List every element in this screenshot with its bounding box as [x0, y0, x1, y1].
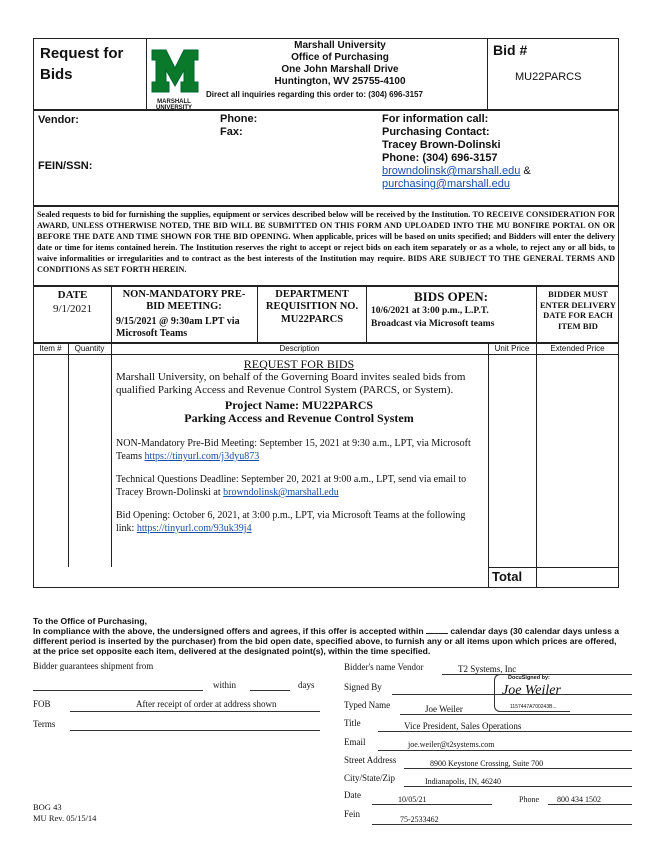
questions-text: Technical Questions Deadline: September 20, 2021 at 9:00 a.m., LPT, send via email to Tracey Brown-Dolinski at — [116, 474, 467, 498]
info-div-2 — [257, 286, 258, 343]
bidder-must-note: BIDDER MUST ENTER DELIVERY DATE FOR EACH ITEM BID — [540, 289, 616, 331]
email-field[interactable] — [378, 750, 632, 751]
col-div-2 — [111, 343, 112, 567]
project-sub: Parking Access and Revenue Control System — [184, 411, 414, 425]
col-div-1 — [68, 343, 69, 567]
phone-form-field[interactable] — [548, 804, 632, 805]
info-div-1 — [111, 286, 112, 343]
typed-name-field[interactable] — [400, 714, 632, 715]
contact-phone: Phone: (304) 696-3157 — [382, 152, 498, 164]
form-number: BOG 43 — [33, 802, 62, 812]
vendor-name-value: T2 Systems, Inc — [458, 664, 517, 674]
dept-value: MU22PARCS — [280, 314, 344, 325]
email-line-1 — [382, 165, 612, 178]
compliance-block — [33, 616, 623, 656]
email-ampersand: & — [523, 165, 531, 177]
bids-open-value: 10/6/2021 at 3:00 p.m., L.P.T. Broadcast via Microsoft teams — [371, 306, 495, 329]
col-description: Description — [279, 344, 320, 353]
title-value: Vice President, Sales Operations — [404, 721, 522, 731]
to-office: To the Office of Purchasing, — [33, 616, 147, 626]
sealed-notice: Sealed requests to bid for furnishing the supplies, equipment or services described below will be received by the Institution. TO RECEIVE CONSIDERATION FOR AWARD, UNLESS OTHERWISE NOTED, THE BID WILL BE SUBMITTED ON THIS FORM AND UPLOADED INTO THE MU BONFIRE PORTAL ON OR BEFORE THE DATE AND TIME SHOWN FOR THE BID OPENING. When applicable, prices will be based on units specified; and Bidders will enter the delivery date or time for items contained herein. The Institution reserves the right to accept or reject bids on each item separately or as a whole, to reject any or all bids, to waive informalities or irregularities and to contract as the best interests of the Institution may require. BIDS ARE SUBJECT TO THE GENERAL TERMS AND CONDITIONS AS SET FORTH HEREIN. — [37, 210, 615, 274]
opening-text: Bid Opening: October 6, 2021, at 3:00 p.m., LPT, via Microsoft Teams at the following link: — [116, 510, 466, 534]
col-unit-price: Unit Price — [494, 344, 530, 353]
city-field[interactable] — [404, 786, 632, 787]
fein-form-value: 75-2533462 — [400, 815, 439, 824]
days-label: days — [298, 680, 315, 690]
email-value: joe.weiler@t2systems.com — [408, 740, 495, 749]
prebid-meeting-para — [116, 437, 482, 463]
marshall-logo — [150, 48, 200, 111]
fax-label: Fax: — [220, 126, 243, 138]
purchasing-email-link[interactable]: purchasing@marshall.edu — [382, 178, 510, 190]
city-value: Indianapolis, IN, 46240 — [425, 777, 501, 786]
terms-field[interactable] — [70, 730, 320, 731]
fein-form-field[interactable] — [372, 824, 632, 825]
meeting-label: NON-MANDATORY PRE-BID MEETING: — [122, 289, 246, 312]
phone-form-label: Phone — [519, 795, 539, 804]
signed-by-label: Signed By — [344, 682, 382, 692]
questions-para — [116, 473, 482, 499]
date-form-field[interactable] — [372, 804, 492, 805]
col-extended-price: Extended Price — [550, 344, 605, 353]
phone-form-value: 800 434 1502 — [557, 795, 601, 804]
rfb-heading: REQUEST FOR BIDS — [243, 357, 355, 371]
contact-name: Tracey Brown-Dolinski — [382, 139, 501, 151]
bid-opening-para — [116, 509, 482, 535]
purchasing-contact-block — [382, 113, 612, 191]
within-label: within — [213, 680, 237, 690]
vendor-name-label: Bidder's name Vendor — [344, 662, 424, 672]
dept-label: DEPARTMENT REQUISITION NO. — [265, 289, 359, 312]
contact-email-link[interactable]: browndolinsk@marshall.edu — [382, 165, 521, 177]
days-blank[interactable] — [426, 633, 448, 634]
opening-link[interactable]: https://tinyurl.com/93uk39j4 — [136, 523, 252, 534]
compliance-text-a: In compliance with the above, the undersigned offers and agrees, if this offer is accepted within — [33, 626, 424, 636]
header-divider-right — [487, 38, 488, 110]
logo-caption: MARSHALL UNIVERSITY — [155, 99, 192, 111]
doc-title: Request for Bids — [40, 45, 124, 83]
total-label: Total — [492, 569, 523, 584]
m-logo-icon — [150, 48, 200, 94]
col-item: Item # — [39, 344, 62, 353]
date-value: 9/1/2021 — [52, 303, 93, 315]
prebid-text: NON-Mandatory Pre-Bid Meeting: September 15, 2021 at 9:30 a.m., LPT, via Microsoft Teams — [116, 438, 471, 462]
bids-open-label: BIDS OPEN: — [413, 289, 489, 304]
fob-label: FOB — [33, 699, 51, 709]
title-label: Title — [344, 718, 361, 728]
project-name: Project Name: MU22PARCS — [224, 398, 374, 412]
within-days-field[interactable] — [250, 690, 290, 691]
guarantee-label: Bidder guarantees shipment from — [33, 661, 154, 671]
fein-label: FEIN/SSN: — [38, 160, 93, 172]
signature-id: 1157447A700243B... — [510, 704, 557, 710]
compliance-text — [33, 626, 623, 656]
org-line-3: One John Marshall Drive — [281, 64, 399, 75]
terms-label: Terms — [33, 719, 56, 729]
street-value: 8900 Keystone Crossing, Suite 700 — [430, 759, 544, 768]
inquiries-line: Direct all inquiries regarding this order to: (304) 696-3157 — [206, 90, 423, 99]
col-div-3 — [488, 343, 489, 588]
signature: Joe Weiler — [502, 683, 561, 698]
typed-name-label: Typed Name — [344, 700, 391, 710]
intro-text: Marshall University, on behalf of the Governing Board invites sealed bids from qualified Parking Access and Revenue Control System (PARCS, or System). — [116, 371, 466, 396]
vendor-label: Vendor: — [38, 114, 79, 126]
street-field[interactable] — [404, 768, 632, 769]
guarantee-from-field[interactable] — [33, 690, 203, 691]
form-revision: MU Rev. 05/15/14 — [33, 813, 97, 823]
prebid-link[interactable]: https://tinyurl.com/j3dyu873 — [144, 451, 260, 462]
date-form-label: Date — [344, 790, 361, 800]
fein-form-label: Fein — [344, 809, 361, 819]
phone-label: Phone: — [220, 113, 258, 125]
org-line-4: Huntington, WV 25755-4100 — [274, 76, 406, 87]
col-div-4 — [536, 343, 537, 588]
info-call: For information call: — [382, 113, 489, 125]
header-divider-left — [146, 38, 147, 110]
questions-email-link[interactable]: browndolinsk@marshall.edu — [223, 487, 339, 498]
description-body — [116, 358, 482, 535]
compliance-text-b: calendar days (30 calendar days unless a different period is inserted by the purchaser) from the bid open date, specified above, to furnish any or all items upon which prices are offered, at the price set opposite each item, delivered at the designated point(s), within the time specified. — [33, 626, 620, 656]
typed-name-value: Joe Weiler — [425, 704, 463, 714]
date-form-value: 10/05/21 — [398, 795, 427, 804]
city-label: City/State/Zip — [344, 773, 395, 783]
street-label: Street Address — [344, 755, 397, 765]
email-label: Email — [344, 737, 366, 747]
meeting-value: 9/15/2021 @ 9:30am LPT via Microsoft Teams — [116, 316, 240, 339]
docusigned-label: DocuSigned by: — [508, 675, 550, 681]
col-quantity: Quantity — [74, 344, 105, 353]
info-div-4 — [536, 286, 537, 343]
title-field[interactable] — [378, 731, 632, 732]
after-receipt: After receipt of order at address shown — [136, 699, 277, 709]
org-line-2: Office of Purchasing — [291, 52, 389, 63]
date-label: DATE — [57, 289, 88, 301]
org-address — [230, 40, 450, 88]
col-header-bottom — [33, 354, 619, 355]
fob-field[interactable] — [70, 711, 320, 712]
org-line-1: Marshall University — [294, 40, 386, 51]
total-row-top — [488, 567, 619, 568]
bid-number: MU22PARCS — [515, 71, 582, 83]
bid-label: Bid # — [493, 42, 528, 58]
contact-label: Purchasing Contact: — [382, 126, 490, 138]
